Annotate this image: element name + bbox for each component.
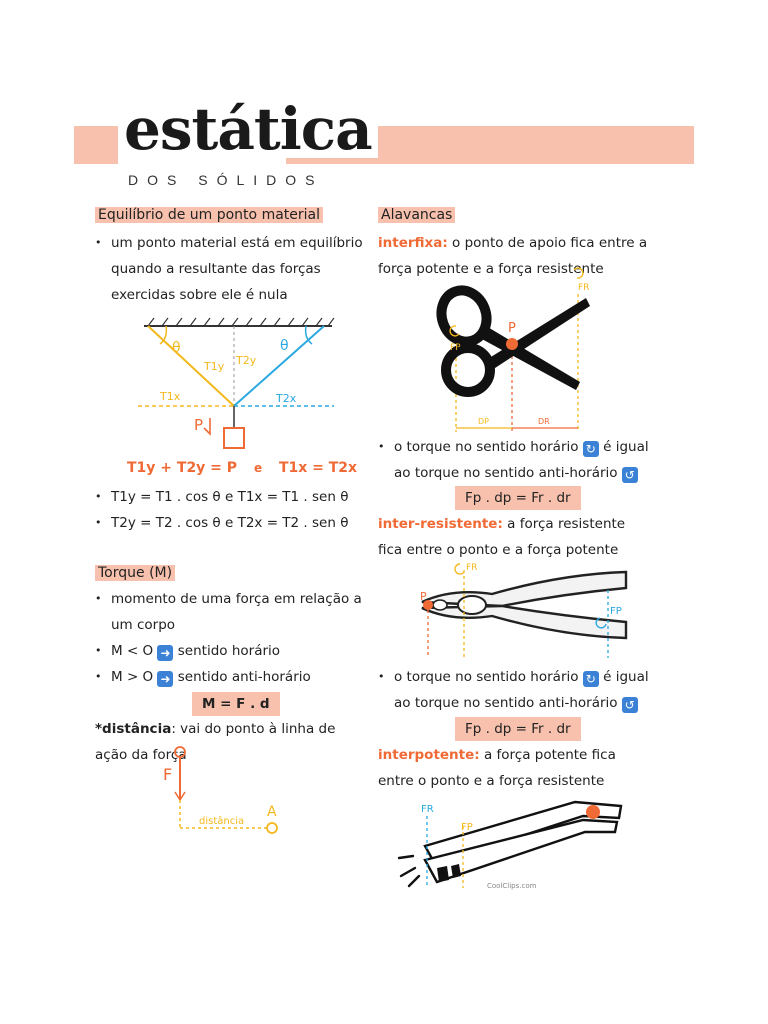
- header-band-left: [74, 126, 118, 164]
- arrow-right-icon: ➜: [157, 645, 173, 661]
- p-label: P: [194, 416, 204, 434]
- distance-diagram: [155, 744, 295, 844]
- inter-resistente-text: inter-resistente: a força resistente fica entre o ponto e a força potente: [378, 516, 626, 558]
- equilibrium-formula: T1y + T2y = P e T1x = T2x: [127, 460, 358, 476]
- pliers-fp-label: FP: [610, 606, 622, 617]
- tweezers-fr-label: FR: [421, 804, 434, 815]
- a-label: A: [267, 804, 277, 820]
- scissors-fr-label: FR: [578, 283, 590, 293]
- tweezers-fp-label: FP: [461, 822, 473, 833]
- inter-resistente-torque-bullet: • o torque no sentido horário ↻ é igual ao torque no sentido anti-horário ↺: [378, 669, 649, 712]
- pliers-fr-label: FR: [466, 563, 478, 573]
- t1y-label: T1y: [204, 360, 225, 373]
- theta-right-label: θ: [280, 338, 289, 354]
- equilibrio-bullet-3: • T2y = T2 . cos θ e T2x = T2 . sen θ: [95, 515, 349, 531]
- equilibrio-bullet-2: • T1y = T1 . cos θ e T1x = T1 . sen θ: [95, 489, 349, 505]
- tweezers-credit: CoolClips.com: [487, 882, 537, 890]
- counterclockwise-icon: ↺: [622, 697, 638, 713]
- arrow-right-icon: ➜: [157, 671, 173, 687]
- distancia-label: distância: [199, 816, 245, 827]
- interfixa-torque-bullet: • o torque no sentido horário ↻ é igual ao torque no sentido anti-horário ↺: [378, 439, 649, 482]
- tweezers-illustration: [395, 796, 635, 896]
- pliers-p-label: P: [420, 590, 427, 603]
- torque-bullet-1: • momento de uma força em relação a um corpo: [95, 591, 362, 633]
- torque-formula: M = F . d: [192, 692, 280, 716]
- torque-heading: Torque (M): [95, 565, 175, 581]
- clockwise-icon: ↻: [583, 441, 599, 457]
- clockwise-icon: ↻: [583, 671, 599, 687]
- equilibrio-bullet: • um ponto material está em equilíbrio quando a resultante das forças exercidas sobre ele é nula: [95, 235, 363, 303]
- scissors-illustration: [430, 264, 610, 444]
- interfixa-formula: Fp . dp = Fr . dr: [455, 486, 581, 510]
- scissors-p-label: P: [508, 321, 516, 336]
- alavancas-heading: Alavancas: [378, 207, 455, 223]
- equilibrium-diagram: [138, 318, 338, 458]
- f-label: F: [163, 765, 173, 784]
- interpotente-text: interpotente: a força potente fica entre o ponto e a força resistente: [378, 747, 616, 789]
- pliers-illustration: [412, 560, 632, 660]
- page-title: estática: [118, 100, 378, 158]
- interfixa-text: interfixa: o ponto de apoio fica entre a força potente e a força resistente: [378, 235, 648, 277]
- scissors-fp-label: FP: [450, 343, 461, 353]
- equilibrio-heading: Equilíbrio de um ponto material: [95, 207, 323, 223]
- t2x-label: T2x: [276, 392, 297, 405]
- torque-bullet-3: • M > O ➜ sentido anti-horário: [95, 669, 311, 686]
- distancia-text: *distância: vai do ponto à linha de ação da força: [95, 721, 336, 763]
- theta-left-label: θ: [172, 340, 181, 356]
- scissors-dr-label: DR: [538, 417, 550, 426]
- counterclockwise-icon: ↺: [622, 467, 638, 483]
- t2y-label: T2y: [236, 354, 257, 367]
- inter-resistente-formula: Fp . dp = Fr . dr: [455, 717, 581, 741]
- scissors-dp-label: DP: [478, 417, 489, 426]
- torque-bullet-2: • M < O ➜ sentido horário: [95, 643, 281, 660]
- page-subtitle: DOS SÓLIDOS: [128, 172, 324, 188]
- t1x-label: T1x: [160, 390, 181, 403]
